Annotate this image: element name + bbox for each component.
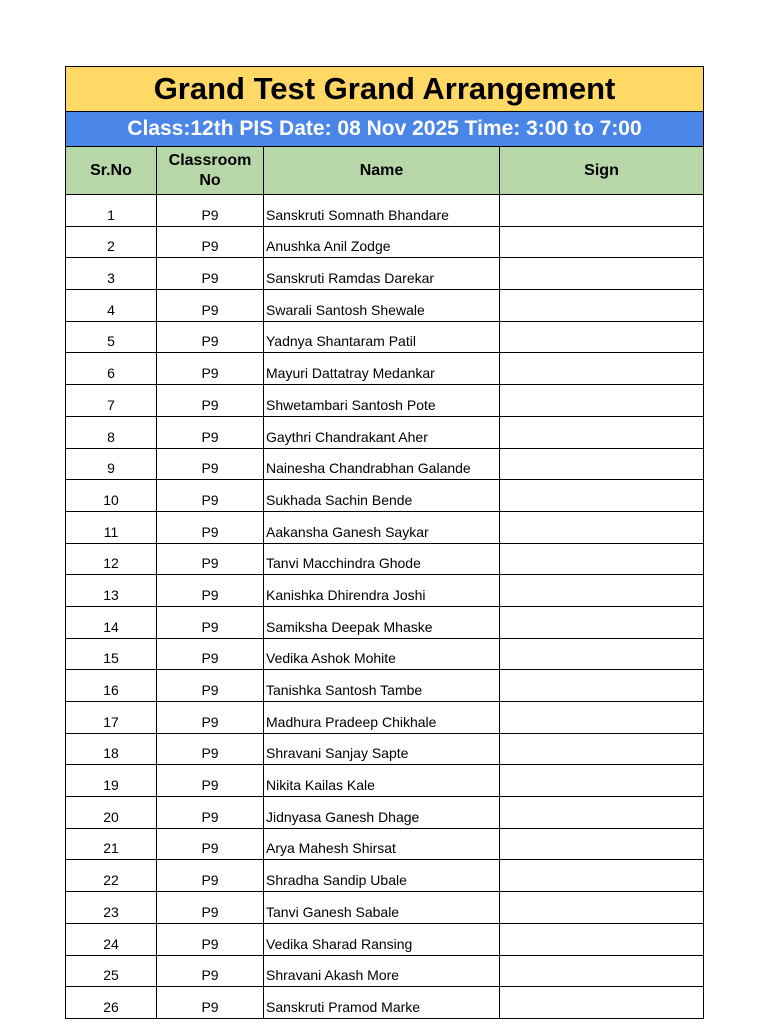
table-row bbox=[66, 385, 704, 417]
table-row bbox=[66, 955, 704, 987]
classroom-cell: P9 bbox=[157, 987, 264, 1019]
student-name-cell: Sanskruti Pramod Marke bbox=[264, 987, 500, 1019]
table-row bbox=[66, 892, 704, 924]
student-name-cell: Shradha Sandip Ubale bbox=[264, 860, 500, 892]
student-name-cell: Madhura Pradeep Chikhale bbox=[264, 702, 500, 734]
classroom-cell: P9 bbox=[157, 828, 264, 860]
student-name-cell: Yadnya Shantaram Patil bbox=[264, 321, 500, 353]
classroom-cell: P9 bbox=[157, 638, 264, 670]
table-row bbox=[66, 987, 704, 1019]
classroom-cell: P9 bbox=[157, 606, 264, 638]
sr-no-cell: 11 bbox=[66, 511, 157, 543]
sign-cell bbox=[500, 543, 704, 575]
sr-no-cell: 19 bbox=[66, 765, 157, 797]
classroom-cell: P9 bbox=[157, 353, 264, 385]
classroom-cell: P9 bbox=[157, 733, 264, 765]
sr-no-cell: 2 bbox=[66, 226, 157, 258]
table-row bbox=[66, 828, 704, 860]
sr-no-cell: 26 bbox=[66, 987, 157, 1019]
student-name-cell: Sukhada Sachin Bende bbox=[264, 480, 500, 512]
classroom-cell: P9 bbox=[157, 923, 264, 955]
header-name: Name bbox=[264, 147, 500, 195]
classroom-cell: P9 bbox=[157, 226, 264, 258]
classroom-cell: P9 bbox=[157, 195, 264, 227]
table-row bbox=[66, 448, 704, 480]
sign-cell bbox=[500, 290, 704, 322]
sign-cell bbox=[500, 480, 704, 512]
classroom-cell: P9 bbox=[157, 385, 264, 417]
student-name-cell: Jidnyasa Ganesh Dhage bbox=[264, 797, 500, 829]
classroom-cell: P9 bbox=[157, 892, 264, 924]
classroom-cell: P9 bbox=[157, 480, 264, 512]
sr-no-cell: 25 bbox=[66, 955, 157, 987]
header-classroom-no: Classroom No bbox=[157, 147, 264, 195]
table-row bbox=[66, 321, 704, 353]
student-name-cell: Gaythri Chandrakant Aher bbox=[264, 416, 500, 448]
sign-cell bbox=[500, 670, 704, 702]
sr-no-cell: 8 bbox=[66, 416, 157, 448]
sign-cell bbox=[500, 955, 704, 987]
sign-cell bbox=[500, 606, 704, 638]
table-row bbox=[66, 733, 704, 765]
sr-no-cell: 6 bbox=[66, 353, 157, 385]
header-sign: Sign bbox=[500, 147, 704, 195]
table-row bbox=[66, 543, 704, 575]
header-sr-no: Sr.No bbox=[66, 147, 157, 195]
sr-no-cell: 20 bbox=[66, 797, 157, 829]
student-name-cell: Swarali Santosh Shewale bbox=[264, 290, 500, 322]
sign-cell bbox=[500, 828, 704, 860]
sign-cell bbox=[500, 987, 704, 1019]
student-name-cell: Sanskruti Ramdas Darekar bbox=[264, 258, 500, 290]
sign-cell bbox=[500, 702, 704, 734]
student-name-cell: Tanvi Macchindra Ghode bbox=[264, 543, 500, 575]
student-name-cell: Anushka Anil Zodge bbox=[264, 226, 500, 258]
classroom-cell: P9 bbox=[157, 575, 264, 607]
table-row bbox=[66, 258, 704, 290]
sign-cell bbox=[500, 448, 704, 480]
classroom-cell: P9 bbox=[157, 670, 264, 702]
classroom-cell: P9 bbox=[157, 797, 264, 829]
sr-no-cell: 10 bbox=[66, 480, 157, 512]
classroom-cell: P9 bbox=[157, 860, 264, 892]
sign-cell bbox=[500, 321, 704, 353]
classroom-cell: P9 bbox=[157, 543, 264, 575]
table-row bbox=[66, 226, 704, 258]
title-row bbox=[66, 67, 704, 112]
sign-cell bbox=[500, 860, 704, 892]
page-title: Grand Test Grand Arrangement bbox=[66, 67, 704, 112]
class-date-time-banner: Class:12th PIS Date: 08 Nov 2025 Time: 3:00 to 7:00 bbox=[66, 112, 704, 147]
sr-no-cell: 5 bbox=[66, 321, 157, 353]
sign-cell bbox=[500, 226, 704, 258]
student-name-cell: Shravani Sanjay Sapte bbox=[264, 733, 500, 765]
table-row bbox=[66, 797, 704, 829]
sign-cell bbox=[500, 353, 704, 385]
sign-cell bbox=[500, 923, 704, 955]
sr-no-cell: 13 bbox=[66, 575, 157, 607]
student-name-cell: Vedika Ashok Mohite bbox=[264, 638, 500, 670]
sr-no-cell: 3 bbox=[66, 258, 157, 290]
classroom-cell: P9 bbox=[157, 955, 264, 987]
arrangement-table bbox=[65, 66, 704, 1019]
sr-no-cell: 21 bbox=[66, 828, 157, 860]
sr-no-cell: 22 bbox=[66, 860, 157, 892]
sr-no-cell: 7 bbox=[66, 385, 157, 417]
table-row bbox=[66, 480, 704, 512]
table-row bbox=[66, 638, 704, 670]
sr-no-cell: 24 bbox=[66, 923, 157, 955]
table-row bbox=[66, 923, 704, 955]
sr-no-cell: 16 bbox=[66, 670, 157, 702]
student-name-cell: Samiksha Deepak Mhaske bbox=[264, 606, 500, 638]
student-name-cell: Arya Mahesh Shirsat bbox=[264, 828, 500, 860]
sr-no-cell: 18 bbox=[66, 733, 157, 765]
student-name-cell: Aakansha Ganesh Saykar bbox=[264, 511, 500, 543]
student-name-cell: Sanskruti Somnath Bhandare bbox=[264, 195, 500, 227]
classroom-cell: P9 bbox=[157, 765, 264, 797]
classroom-cell: P9 bbox=[157, 290, 264, 322]
sign-cell bbox=[500, 733, 704, 765]
classroom-cell: P9 bbox=[157, 258, 264, 290]
student-name-cell: Vedika Sharad Ransing bbox=[264, 923, 500, 955]
sign-cell bbox=[500, 892, 704, 924]
arrangement-sheet bbox=[65, 66, 703, 1019]
student-name-cell: Tanvi Ganesh Sabale bbox=[264, 892, 500, 924]
classroom-cell: P9 bbox=[157, 448, 264, 480]
sr-no-cell: 4 bbox=[66, 290, 157, 322]
table-row bbox=[66, 606, 704, 638]
table-row bbox=[66, 290, 704, 322]
sign-cell bbox=[500, 258, 704, 290]
column-header-row bbox=[66, 147, 704, 195]
classroom-cell: P9 bbox=[157, 702, 264, 734]
classroom-cell: P9 bbox=[157, 511, 264, 543]
sr-no-cell: 17 bbox=[66, 702, 157, 734]
sign-cell bbox=[500, 575, 704, 607]
student-name-cell: Shravani Akash More bbox=[264, 955, 500, 987]
student-name-cell: Kanishka Dhirendra Joshi bbox=[264, 575, 500, 607]
sr-no-cell: 9 bbox=[66, 448, 157, 480]
sign-cell bbox=[500, 195, 704, 227]
student-name-cell: Nikita Kailas Kale bbox=[264, 765, 500, 797]
sr-no-cell: 14 bbox=[66, 606, 157, 638]
table-row bbox=[66, 765, 704, 797]
table-row bbox=[66, 195, 704, 227]
classroom-cell: P9 bbox=[157, 416, 264, 448]
subtitle-row bbox=[66, 112, 704, 147]
table-row bbox=[66, 416, 704, 448]
sr-no-cell: 12 bbox=[66, 543, 157, 575]
sign-cell bbox=[500, 416, 704, 448]
sr-no-cell: 1 bbox=[66, 195, 157, 227]
sr-no-cell: 23 bbox=[66, 892, 157, 924]
sign-cell bbox=[500, 638, 704, 670]
table-row bbox=[66, 860, 704, 892]
student-name-cell: Shwetambari Santosh Pote bbox=[264, 385, 500, 417]
sr-no-cell: 15 bbox=[66, 638, 157, 670]
sign-cell bbox=[500, 765, 704, 797]
table-row bbox=[66, 670, 704, 702]
student-name-cell: Mayuri Dattatray Medankar bbox=[264, 353, 500, 385]
student-name-cell: Nainesha Chandrabhan Galande bbox=[264, 448, 500, 480]
table-row bbox=[66, 353, 704, 385]
sign-cell bbox=[500, 797, 704, 829]
table-row bbox=[66, 575, 704, 607]
student-rows bbox=[66, 195, 704, 1019]
student-name-cell: Tanishka Santosh Tambe bbox=[264, 670, 500, 702]
sign-cell bbox=[500, 511, 704, 543]
table-row bbox=[66, 702, 704, 734]
classroom-cell: P9 bbox=[157, 321, 264, 353]
table-row bbox=[66, 511, 704, 543]
sign-cell bbox=[500, 385, 704, 417]
